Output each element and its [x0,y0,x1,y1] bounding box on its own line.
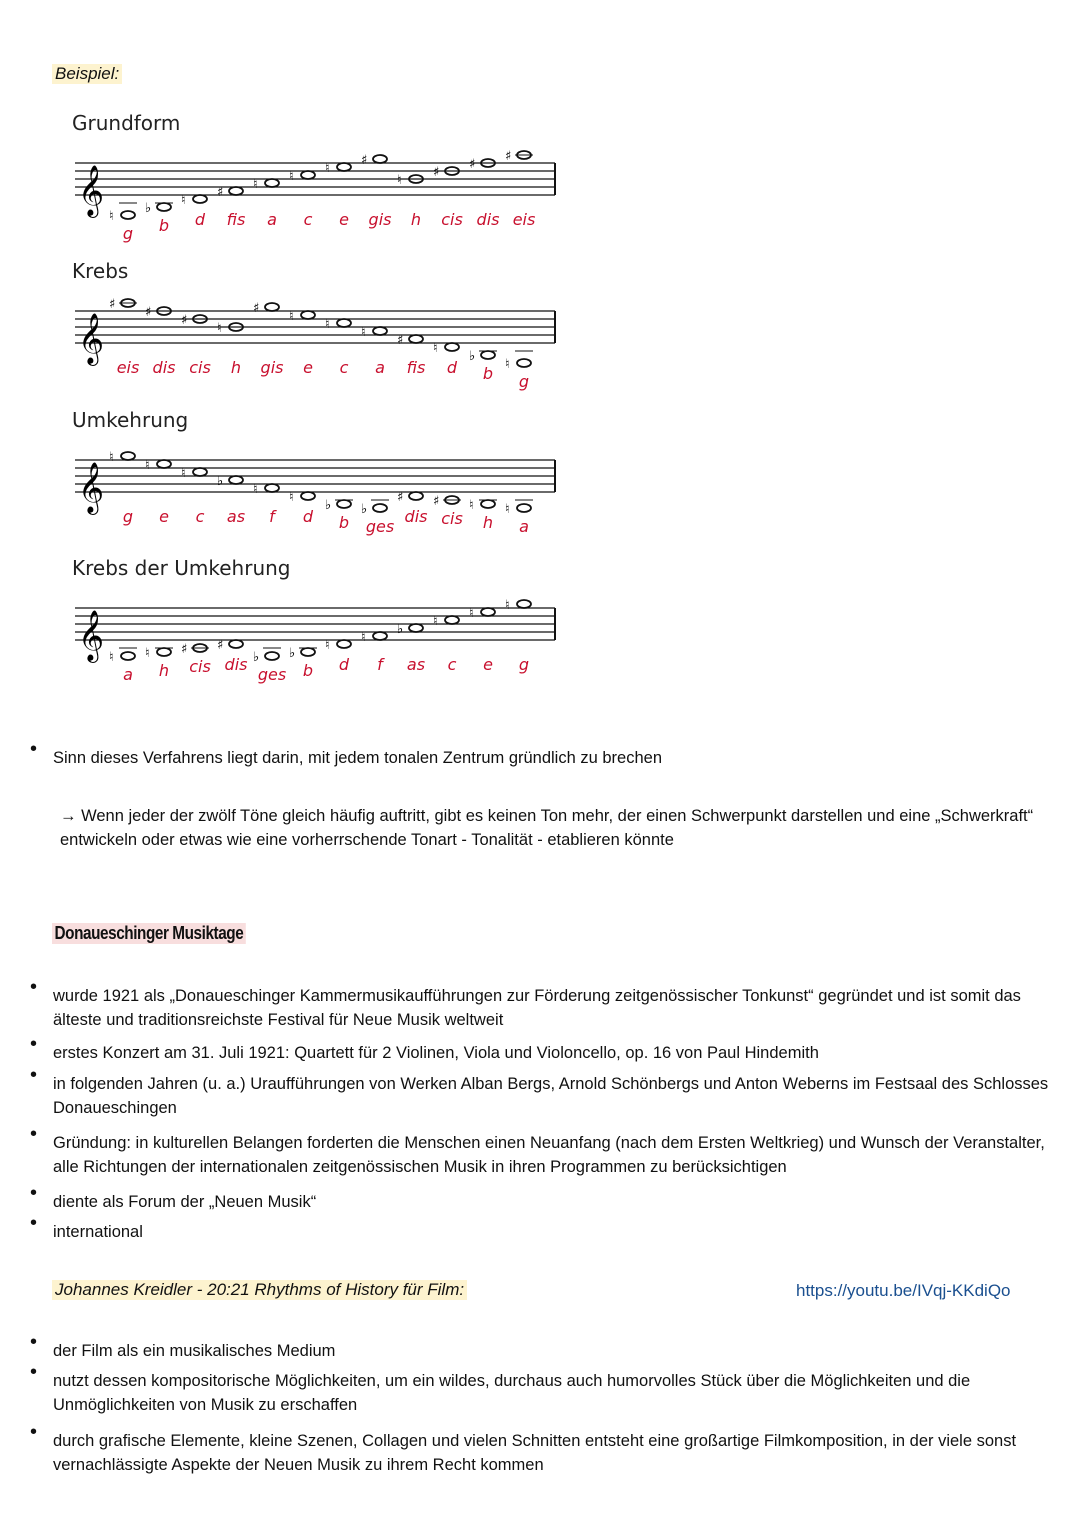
svg-text:♯: ♯ [361,153,368,168]
svg-text:♮: ♮ [325,161,330,176]
svg-text:♮: ♮ [109,650,114,665]
note-label: g [518,372,530,391]
svg-text:♮: ♮ [217,321,222,336]
svg-text:♭: ♭ [253,650,260,665]
note-label: e [303,358,313,377]
svg-text:♮: ♮ [397,173,402,188]
svg-text:♯: ♯ [397,490,404,505]
youtube-link[interactable]: https://youtu.be/IVqj-KKdiQo [796,1281,1011,1300]
svg-text:♮: ♮ [433,341,438,356]
list-item: wurde 1921 als „Donaueschinger Kammermusikaufführungen zur Förderung zeitgenössischer Tonkunst“ gegründet und ist somit das älteste und traditionsreichste Festival für Neue Musik weltweit [53,987,1021,1029]
note-label: c [339,358,349,377]
note-label: b [482,364,494,383]
note [433,165,459,180]
note-label: as [226,507,246,526]
note-label: ges [257,665,287,684]
svg-text:♯: ♯ [181,642,188,657]
list-item: nutzt dessen kompositorische Möglichkeiten, um ein wildes, durchaus auch humorvolles Stück über die Möglichkeiten und die Unmöglichkeiten von Musik zu erschaffen [53,1372,971,1414]
staff-title: Krebs der Umkehrung [72,556,291,580]
list-item: diente als Forum der „Neuen Musik“ [53,1193,317,1211]
note-label: c [195,507,205,526]
bullet: • [30,1361,38,1383]
note-label: fis [406,358,426,377]
svg-text:♮: ♮ [109,450,114,465]
svg-text:♯: ♯ [253,301,260,316]
svg-text:♮: ♮ [361,325,366,340]
list-item: durch grafische Elemente, kleine Szenen, Collagen und vielen Schnitten entsteht eine großartige Filmkomposition, in der viele sonst vernachlässigte Aspekte der Neuen Musik zu ihrem Recht kommen [53,1432,1017,1474]
note-label: eis [512,210,536,229]
note-label: gis [368,210,392,229]
music-staff [60,440,580,550]
svg-text:♭: ♭ [217,474,224,489]
treble-clef-icon: 𝄞 [78,610,105,661]
heading-kreidler: Johannes Kreidler - 20:21 Rhythms of History für Film: [52,1280,467,1300]
svg-text:♮: ♮ [289,169,294,184]
svg-text:♯: ♯ [109,297,116,312]
svg-text:♮: ♮ [253,482,258,497]
note-label: b [338,513,350,532]
note-label: cis [441,210,463,229]
svg-text:♮: ♮ [505,502,510,517]
note-label: f [377,655,383,674]
note-label: d [338,655,350,674]
staff-title: Krebs [72,259,129,283]
note-label: e [159,507,169,526]
note-label: dis [224,655,248,674]
svg-text:♮: ♮ [181,466,186,481]
svg-text:♯: ♯ [433,494,440,509]
svg-text:♮: ♮ [505,598,510,613]
svg-text:♭: ♭ [397,622,404,637]
note-label: ges [365,517,395,536]
note-label: h [482,513,494,532]
note-label: d [446,358,458,377]
svg-text:♯: ♯ [181,313,188,328]
svg-text:♯: ♯ [217,185,224,200]
note-label: dis [476,210,500,229]
note [505,357,531,372]
note [181,313,207,328]
note-label: dis [152,358,176,377]
bullet: • [30,738,38,760]
note [253,650,279,665]
staff-title: Umkehrung [72,408,189,432]
treble-clef-icon: 𝄞 [78,313,105,364]
bullet: • [30,976,38,998]
note [397,173,423,188]
note-label: d [194,210,206,229]
music-staff [60,588,580,698]
note-label: b [158,216,170,235]
note [505,502,531,517]
svg-text:♭: ♭ [145,201,152,216]
note-label: a [267,210,277,229]
note [109,450,135,465]
note-label: cis [189,657,211,676]
paragraph-consequence: → Wenn jeder der zwölf Töne gleich häufig auftritt, gibt es keinen Ton mehr, der einen Schwerpunkt darstellen und eine „Schwerkraft“ entwickeln oder etwas wie eine vorherrschende Tonart - Tonalität - etablieren könnte [60,807,1034,849]
note-label: e [483,655,493,674]
bullet: • [30,1212,38,1234]
svg-text:♯: ♯ [433,165,440,180]
svg-text:♯: ♯ [397,333,404,348]
note-label: a [375,358,385,377]
bullet: • [30,1421,38,1443]
svg-text:♯: ♯ [217,638,224,653]
treble-clef-icon: 𝄞 [78,165,105,216]
svg-text:♮: ♮ [289,490,294,505]
svg-text:♮: ♮ [109,209,114,224]
note [145,305,171,320]
note-label: gis [260,358,284,377]
example-label: Beispiel: [52,64,122,84]
note-label: g [122,224,134,243]
list-item: international [53,1223,143,1241]
heading-donaueschingen: Donaueschinger Musiktage [52,923,246,944]
note-label: dis [404,507,428,526]
note-label: e [339,210,349,229]
note [253,301,279,316]
svg-text:♮: ♮ [289,309,294,324]
note [361,502,387,517]
svg-text:♮: ♮ [361,630,366,645]
bullet: • [30,1033,38,1055]
note-label: c [303,210,313,229]
treble-clef-icon: 𝄞 [78,462,105,513]
paragraph-purpose: Sinn dieses Verfahrens liegt darin, mit jedem tonalen Zentrum gründlich zu brechen [53,749,663,767]
svg-text:♭: ♭ [289,646,296,661]
bullet: • [30,1182,38,1204]
music-staff [60,143,580,253]
svg-text:♭: ♭ [325,498,332,513]
note-label: f [269,507,275,526]
list-item: der Film als ein musikalisches Medium [53,1342,336,1360]
svg-text:♯: ♯ [505,149,512,164]
list-item: Gründung: in kulturellen Belangen forderten die Menschen einen Neuanfang (nach dem Ersten Weltkrieg) und Wunsch der Veranstalter, alle Richtungen der internationalen zeitgenössischen Musik in ihren Programmen zu berücksichtigen [53,1134,1045,1176]
note [217,321,243,336]
bullet: • [30,1064,38,1086]
note-label: b [302,661,314,680]
svg-text:♮: ♮ [469,498,474,513]
note-label: cis [189,358,211,377]
note-label: cis [441,509,463,528]
bullet: • [30,1123,38,1145]
staff-title: Grundform [72,111,181,135]
svg-text:♮: ♮ [469,606,474,621]
list-item: erstes Konzert am 31. Juli 1921: Quartett für 2 Violinen, Viola und Violoncello, op. 16 von Paul Hindemith [53,1044,819,1062]
bullet: • [30,1331,38,1353]
svg-text:♮: ♮ [325,638,330,653]
note [505,598,531,613]
svg-text:♮: ♮ [145,646,150,661]
note-label: d [302,507,314,526]
svg-text:♭: ♭ [469,349,476,364]
svg-text:♮: ♮ [325,317,330,332]
note-label: h [230,358,242,377]
note [469,157,495,172]
note-label: fis [226,210,246,229]
note-label: g [518,655,530,674]
svg-text:♮: ♮ [505,357,510,372]
note-label: a [519,517,529,536]
note-label: as [406,655,426,674]
music-staff [60,291,580,401]
note-label: eis [116,358,140,377]
note [109,297,135,312]
note [109,650,135,665]
note [361,153,387,168]
note-label: a [123,665,133,684]
svg-text:♯: ♯ [469,157,476,172]
svg-text:♮: ♮ [145,458,150,473]
svg-text:♭: ♭ [361,502,368,517]
note-label: g [122,507,134,526]
svg-text:♮: ♮ [253,177,258,192]
svg-text:♯: ♯ [145,305,152,320]
list-item: in folgenden Jahren (u. a.) Uraufführungen von Werken Alban Bergs, Arnold Schönbergs und Anton Weberns im Festsaal des Schlosses Donaueschingen [53,1075,1049,1117]
note-label: h [410,210,422,229]
note [505,149,531,164]
svg-text:♮: ♮ [433,614,438,629]
note [433,494,459,509]
note [181,642,207,657]
note [109,209,135,224]
note-label: h [158,661,170,680]
note-label: c [447,655,457,674]
svg-text:♮: ♮ [181,193,186,208]
